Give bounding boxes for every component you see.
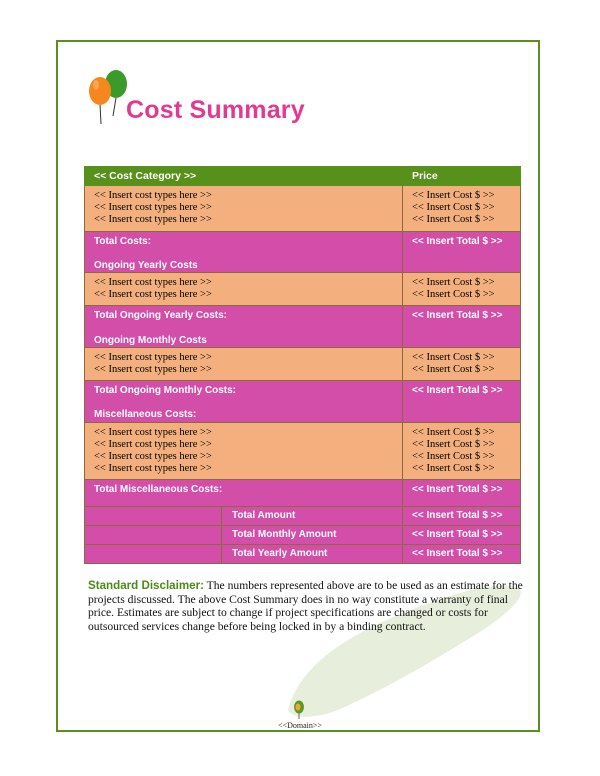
cost-table bbox=[84, 166, 521, 564]
total-row bbox=[85, 480, 521, 507]
total-value: << Insert Total $ >> bbox=[412, 484, 503, 496]
cost-prices-cell bbox=[403, 186, 521, 232]
total-value: << Insert Total $ >> bbox=[412, 235, 503, 247]
summary-label-cell bbox=[85, 507, 403, 526]
disclaimer-text: The numbers represented above are to be used as an estimate for the projects discussed. The above Cost Summary does in no way constitute a warranty of final price. Estimates are subject to change if project specifications are changed or costs for outsourced services change before being locked in by a binding contract. bbox=[88, 579, 523, 633]
summary-row bbox=[85, 545, 521, 564]
cost-prices-cell bbox=[403, 422, 521, 480]
cost-item: << Insert cost types here >> bbox=[94, 190, 212, 201]
summary-label-cell bbox=[85, 545, 403, 564]
cost-price: << Insert Cost $ >> bbox=[412, 351, 495, 363]
summary-value: << Insert Total $ >> bbox=[403, 526, 521, 545]
cost-price: << Insert Cost $ >> bbox=[412, 438, 495, 450]
category-header: << Cost Category >> bbox=[85, 167, 403, 186]
balloon-icon bbox=[292, 699, 306, 719]
page-title: Cost Summary bbox=[126, 96, 305, 124]
summary-value: << Insert Total $ >> bbox=[403, 545, 521, 564]
total-row bbox=[85, 306, 521, 347]
cost-items-cell bbox=[85, 347, 403, 380]
section-label: Miscellaneous Costs: bbox=[94, 409, 197, 421]
cost-price: << Insert Cost $ >> bbox=[412, 202, 495, 214]
cost-item: << Insert cost types here >> bbox=[94, 463, 212, 475]
table-row bbox=[85, 422, 521, 480]
cost-prices-cell bbox=[403, 273, 521, 306]
total-label: Total Miscellaneous Costs: bbox=[94, 484, 223, 496]
cost-item: << Insert cost types here >> bbox=[94, 214, 212, 226]
summary-label: Total Amount bbox=[232, 510, 296, 522]
table-row bbox=[85, 186, 521, 232]
total-label-cell bbox=[85, 306, 403, 347]
total-value-cell bbox=[403, 231, 521, 272]
summary-label-cell bbox=[85, 526, 403, 545]
section-label: Ongoing Monthly Costs bbox=[94, 334, 207, 346]
total-value-cell bbox=[403, 381, 521, 422]
total-label: Total Ongoing Yearly Costs: bbox=[94, 310, 227, 322]
summary-row bbox=[85, 526, 521, 545]
cost-price: << Insert Cost $ >> bbox=[412, 426, 495, 438]
cost-item: << Insert cost types here >> bbox=[94, 202, 212, 214]
total-label-cell bbox=[85, 231, 403, 272]
summary-row bbox=[85, 507, 521, 526]
price-header: Price bbox=[403, 167, 521, 186]
cost-price: << Insert Cost $ >> bbox=[412, 289, 495, 301]
total-value-cell bbox=[403, 480, 521, 507]
summary-spacer bbox=[85, 507, 222, 525]
cost-prices-cell bbox=[403, 347, 521, 380]
footer-domain: <<Domain>> bbox=[278, 721, 322, 730]
cost-price: << Insert Cost $ >> bbox=[412, 451, 495, 463]
cost-item: << Insert cost types here >> bbox=[94, 364, 212, 376]
total-value-cell bbox=[403, 306, 521, 347]
total-value: << Insert Total $ >> bbox=[412, 385, 503, 397]
cost-items-cell bbox=[85, 186, 403, 232]
cost-item: << Insert cost types here >> bbox=[94, 289, 212, 301]
table-row bbox=[85, 347, 521, 380]
summary-spacer bbox=[85, 545, 222, 563]
total-label: Total Costs: bbox=[94, 235, 152, 247]
total-label: Total Ongoing Monthly Costs: bbox=[94, 385, 237, 397]
cost-price: << Insert Cost $ >> bbox=[412, 190, 495, 201]
total-row bbox=[85, 231, 521, 272]
summary-label: Total Yearly Amount bbox=[232, 548, 328, 560]
disclaimer-lead: Standard Disclaimer: bbox=[88, 579, 204, 592]
cost-item: << Insert cost types here >> bbox=[94, 451, 212, 463]
cost-price: << Insert Cost $ >> bbox=[412, 214, 495, 226]
total-label-cell bbox=[85, 480, 403, 507]
table-header-row bbox=[85, 167, 521, 186]
cost-price: << Insert Cost $ >> bbox=[412, 463, 495, 475]
disclaimer bbox=[88, 579, 528, 633]
total-value: << Insert Total $ >> bbox=[412, 310, 503, 322]
balloons-icon bbox=[86, 66, 130, 126]
section-label: Ongoing Yearly Costs bbox=[94, 259, 198, 271]
cost-items-cell bbox=[85, 273, 403, 306]
table-row bbox=[85, 273, 521, 306]
cost-item: << Insert cost types here >> bbox=[94, 277, 212, 289]
cost-items-cell bbox=[85, 422, 403, 480]
cost-item: << Insert cost types here >> bbox=[94, 351, 212, 363]
summary-label: Total Monthly Amount bbox=[232, 529, 337, 541]
cost-item: << Insert cost types here >> bbox=[94, 426, 212, 438]
cost-price: << Insert Cost $ >> bbox=[412, 277, 495, 289]
cost-item: << Insert cost types here >> bbox=[94, 438, 212, 450]
total-row bbox=[85, 381, 521, 422]
cost-price: << Insert Cost $ >> bbox=[412, 364, 495, 376]
summary-value: << Insert Total $ >> bbox=[403, 507, 521, 526]
summary-spacer bbox=[85, 526, 222, 544]
total-label-cell bbox=[85, 381, 403, 422]
